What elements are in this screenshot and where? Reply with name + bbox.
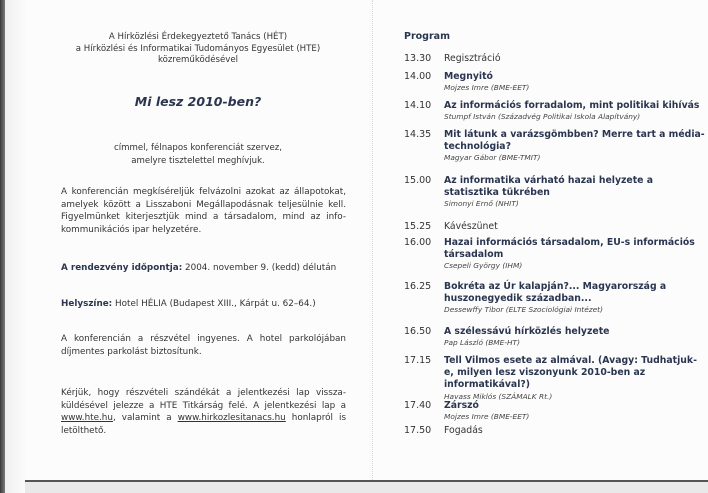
program-title: Fogadás (444, 425, 483, 436)
event-date (61, 262, 346, 275)
date-label: A rendezvény időpontja: (61, 263, 183, 273)
program-body (444, 221, 706, 233)
program-title: Hazai információs társadalom, EU-s információs társadalom (444, 237, 695, 261)
intro-line: A Hírközlési Érdekegyeztető Tanács (HÉT) (108, 32, 288, 42)
program-body (444, 237, 706, 271)
scan-shadow (5, 0, 27, 493)
program-body (444, 71, 706, 93)
program-time: 14.10 (404, 100, 432, 111)
program-title: Tell Vilmos esete az almával. (Avagy: Tudhatjuk-e, milyen lesz viszonyunk 2010-ben az informatikával?) (444, 355, 697, 391)
program-speaker: Mojzes Imre (BME-EET) (444, 83, 530, 93)
program-body (444, 355, 706, 402)
program-speaker: Havass Miklós (SZÁMALK Rt.) (444, 391, 553, 401)
registration-text: , valamint a (112, 413, 172, 424)
scan-bottom-margin (25, 482, 708, 493)
program-body (444, 326, 706, 348)
program-time: 14.35 (404, 129, 432, 140)
program-title: Regisztráció (444, 53, 501, 64)
registration-text: honlapról is letölthető. (61, 413, 347, 437)
program-title: Mit látunk a varázsgömbben? Merre tart a média-technológia? (444, 129, 705, 153)
program-speaker: Magyar Gábor (BME-TMIT) (444, 153, 541, 163)
program-speaker: Mojzes Imre (BME-EET) (444, 412, 530, 422)
program-body (444, 281, 706, 315)
registration-text: Kérjük, hogy részvételi szándékát a jelentkezési lap vissza-küldésével jelezze a HTE Titkárság felé. A jelentkezési lap a (61, 388, 346, 411)
intro-line: a Hírközlési és Informatikai Tudományos Egyesület (HTE) (75, 43, 321, 54)
conference-title: Mi lesz 2010-ben? (134, 94, 262, 109)
venue-label: Helyszíne: (61, 299, 113, 309)
program-time: 15.00 (404, 175, 432, 186)
program-time: 17.50 (404, 425, 432, 436)
program-body (444, 129, 706, 163)
subtitle-line: címmel, félnapos konferenciát szervez, (114, 143, 282, 153)
hte-link[interactable]: www.hte.hu (61, 413, 113, 424)
program-time: 17.40 (404, 400, 432, 411)
program-body (444, 400, 706, 422)
program-body (444, 425, 706, 437)
invitation-panel (28, 0, 368, 480)
program-title: Az információs forradalom, mint politikai kihívás (444, 100, 700, 111)
program-time: 16.25 (404, 281, 432, 292)
program-panel (380, 0, 708, 480)
program-time: 13.30 (404, 53, 432, 64)
description-paragraph: A konferencián megkíséreljük felvázolni azokat az állapotokat, amelyek között a Lisszaboni Megállapodásnak teljesülnie kell. Figyelmünket kiterjesztjük mind a társadalom, mind az info-kommunikációs ipar helyzetére. (61, 187, 346, 236)
program-time: 16.50 (404, 326, 432, 337)
date-value: 2004. november 9. (kedd) délután (185, 263, 337, 273)
free-attendance-note: A konferencián a részvétel ingyenes. A hotel parkolójában díjmentes parkolást biztosítunk. (61, 334, 346, 357)
program-title: Megnyitó (444, 71, 493, 82)
program-title: A szélessávú hírközlés helyzete (444, 326, 610, 337)
program-title: Zárszó (444, 400, 479, 411)
program-body (444, 53, 706, 65)
registration-note (61, 387, 346, 438)
program-time: 14.00 (404, 71, 432, 82)
program-body (444, 100, 706, 122)
program-speaker: Csepeli György (IHM) (444, 261, 523, 271)
subtitle-line: amelyre tisztelettel meghívjuk. (131, 155, 265, 166)
invitation-subtitle (28, 142, 368, 167)
program-speaker: Simonyi Ernő (NHIT) (444, 199, 519, 209)
event-venue (61, 298, 346, 311)
program-title: Az informatika várható hazai helyzete a statisztika tükrében (444, 175, 653, 199)
program-time: 15.25 (404, 221, 432, 232)
intro-line: közreműködésével (157, 55, 239, 65)
program-time: 17.15 (404, 355, 432, 366)
program-speaker: Pap László (BME-HT) (444, 338, 520, 348)
organizers-intro (28, 32, 368, 67)
program-time: 16.00 (404, 237, 432, 248)
program-heading: Program (404, 31, 450, 42)
hirkozlesitanacs-link[interactable]: www.hirkozlesitanacs.hu (177, 413, 286, 424)
program-title: Kávészünet (444, 221, 498, 232)
venue-value: Hotel HÉLIA (Budapest XIII., Kárpát u. 62–64.) (115, 299, 316, 309)
program-title: Bokréta az Úr kalapján?... Magyarország a huszonegyedik században... (444, 281, 667, 305)
fold-line (372, 0, 373, 480)
program-body (444, 175, 706, 209)
program-speaker: Dessewffy Tibor (ELTE Szociológiai Intézet) (444, 305, 603, 315)
program-speaker: Stumpf István (Századvég Politikai Iskola Alapítvány) (444, 112, 641, 122)
